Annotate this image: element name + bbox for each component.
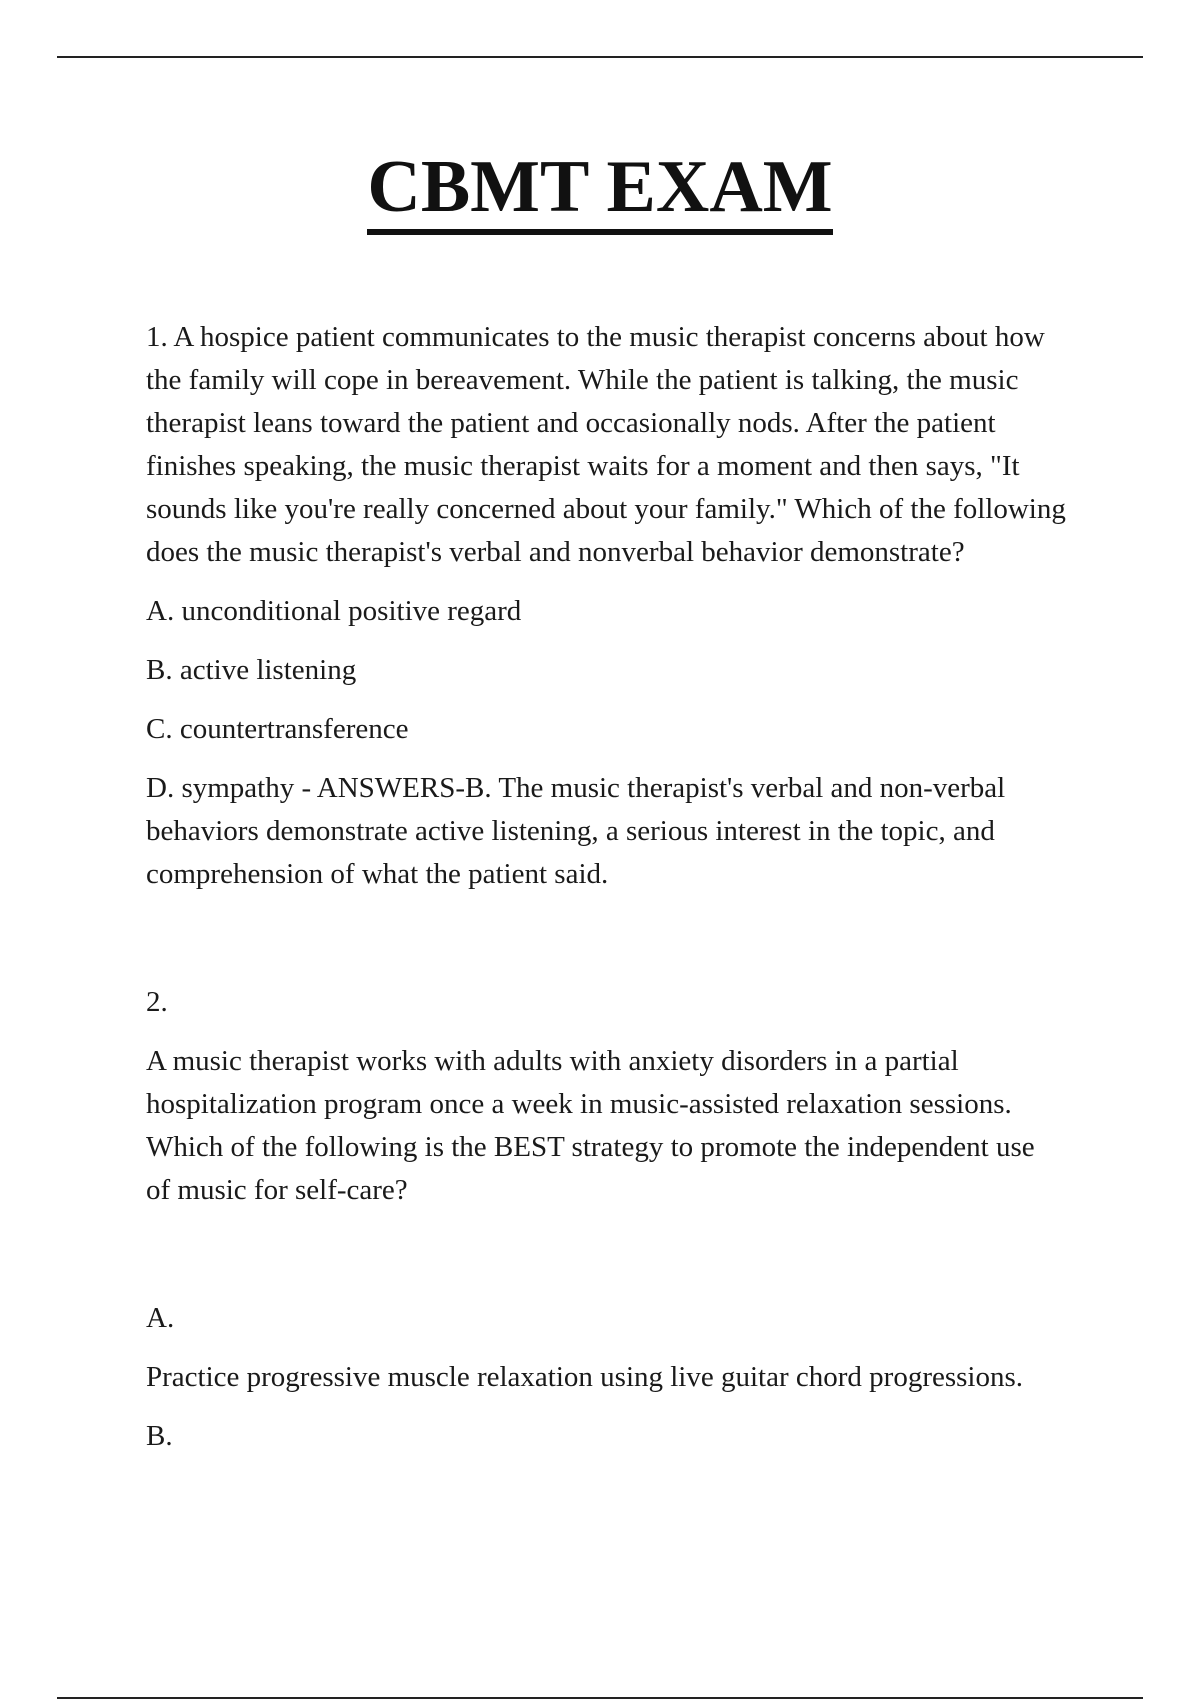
bottom-rule [57, 1697, 1143, 1699]
document-title: CBMT EXAM [367, 145, 832, 235]
question-1-answer: D. sympathy - ANSWERS-B. The music therapist's verbal and non-verbal behaviors demonstrate active listening, a serious interest in the topic, and comprehension of what the patient said. [146, 772, 1006, 890]
question-2-text: A music therapist works with adults with anxiety disorders in a partial hospitalization program once a week in music-assisted relaxation sessions. Which of the following is the BEST strategy to promote the independent use of music for self-care? [146, 1045, 1035, 1206]
question-1-option-b: B. active listening [146, 654, 357, 686]
question-1-option-c: C. countertransference [146, 713, 409, 745]
question-1-option-a: A. unconditional positive regard [146, 595, 522, 627]
document-body [146, 316, 1066, 1458]
question-1-text: 1. A hospice patient communicates to the music therapist concerns about how the family will cope in bereavement. While the patient is talking, the music therapist leans toward the patient and occasionally nods. After the patient finishes speaking, the music therapist waits for a moment and then says, "It sounds like you're really concerned about your family." Which of the following does the music therapist's verbal and nonverbal behavior demonstrate? [146, 321, 1066, 568]
question-2-option-a-label: A. [146, 1302, 175, 1334]
top-rule [57, 56, 1143, 58]
question-2-option-b-label: B. [146, 1420, 173, 1452]
title-container [0, 145, 1200, 235]
question-2-option-a-text: Practice progressive muscle relaxation using live guitar chord progressions. [146, 1361, 1024, 1393]
question-2-number: 2. [146, 986, 168, 1018]
